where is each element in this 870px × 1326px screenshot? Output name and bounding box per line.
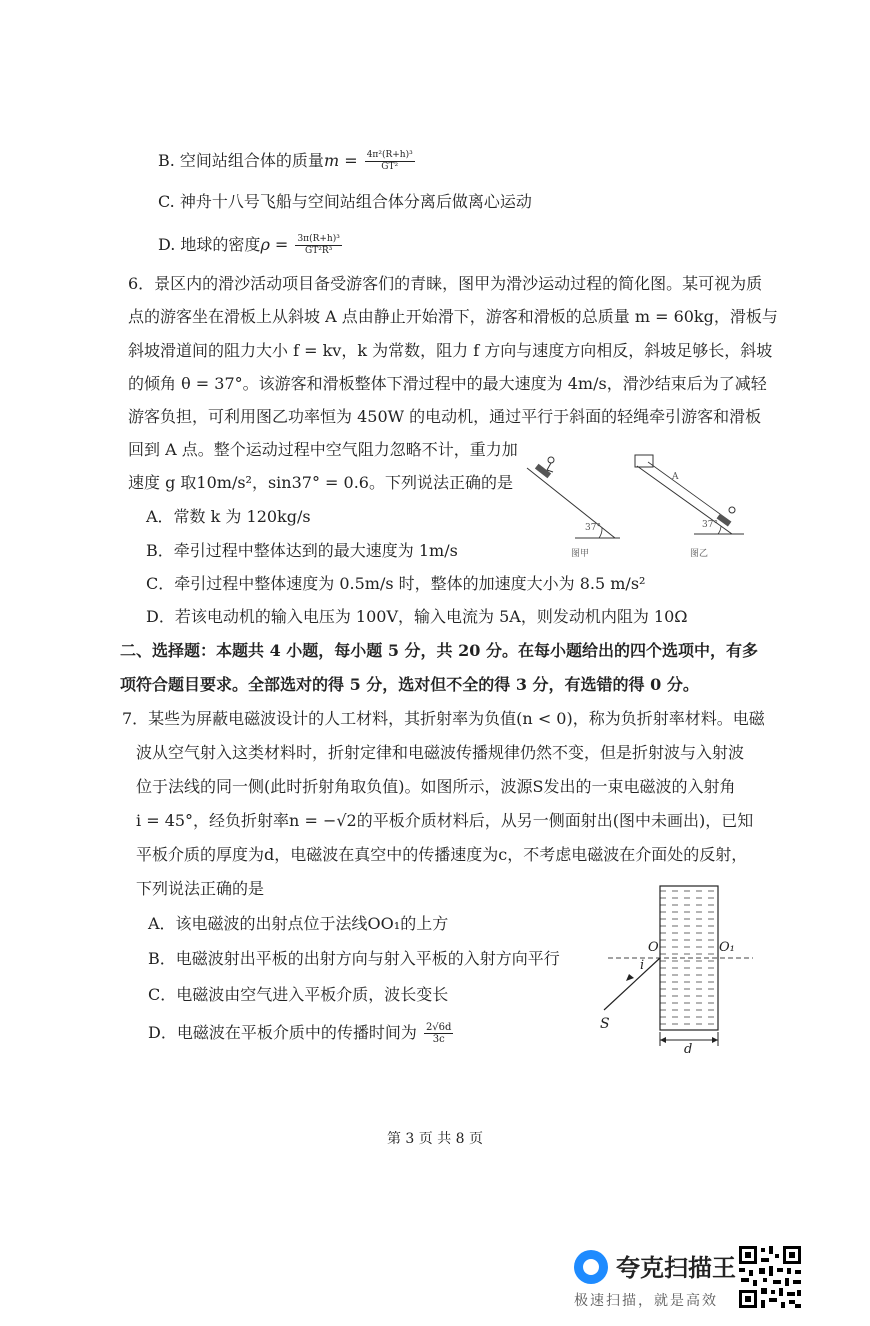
q7-fig-label-o: O (648, 940, 659, 955)
q5-option-d-numerator: 3π(R+h)³ (297, 234, 340, 244)
rider-head (548, 457, 554, 463)
watermark-brand: 夸克扫描王 (616, 1254, 736, 1282)
q7-option-d (148, 1022, 453, 1045)
q6-line-3: 斜坡滑道间的阻力大小 f = kv，k 为常数，阻力 f 方向与速度方向相反，斜坡足够长，斜坡 (128, 341, 773, 360)
q6-figure-jia (515, 450, 625, 560)
q7-line-5: 平板介质的厚度为d，电磁波在真空中的传播速度为c，不考虑电磁波在介面处的反射， (136, 845, 748, 864)
q7-option-a: A．该电磁波的出射点位于法线OO₁的上方 (148, 914, 449, 933)
q5-option-b (158, 150, 415, 173)
q6-option-d: D．若该电动机的输入电压为 100V，输入电流为 5A，则发动机内阻为 10Ω (146, 607, 688, 626)
q7-fig-label-d: d (684, 1042, 693, 1057)
page-footer: 第 3 页 共 8 页 (386, 1131, 484, 1147)
q7-option-c: C．电磁波由空气进入平板介质，波长变长 (148, 985, 449, 1004)
q6-fig-yi-a: A (672, 472, 679, 482)
q5-option-d-fraction (295, 234, 341, 257)
q5-option-c: C. 神舟十八号飞船与空间站组合体分离后做离心运动 (158, 192, 532, 211)
section-2-heading-line-2: 项符合题目要求。全部选对的得 5 分，选对但不全的得 3 分，有选错的得 0 分。 (120, 675, 699, 694)
q7-option-b: B．电磁波射出平板的出射方向与射入平板的入射方向平行 (148, 949, 560, 968)
q7-line-2: 波从空气射入这类材料时，折射定律和电磁波传播规律仍然不变，但是折射波与入射波 (136, 743, 745, 762)
q7-line-1: 7．某些为屏蔽电磁波设计的人工材料，其折射率为负值(n < 0)，称为负折射率材料。电磁 (122, 709, 765, 728)
incident-ray (604, 958, 660, 1010)
q6-line-4: 的倾角 θ = 37°。该游客和滑板整体下滑过程中的最大速度为 4m/s，滑沙结束后为了减轻 (128, 374, 767, 393)
angle-arc (718, 526, 721, 534)
q7-line-6: 下列说法正确的是 (136, 879, 265, 898)
q5-option-b-numerator: 4π²(R+h)³ (366, 150, 413, 160)
q6-line-7: 速度 g 取10m/s²，sin37° = 0.6。下列说法正确的是 (128, 473, 513, 492)
q7-figure (598, 880, 758, 1060)
q6-option-a: A．常数 k 为 120kg/s (146, 507, 311, 526)
q7-option-d-denominator: 3c (432, 1034, 445, 1045)
q6-line-5: 游客负担，可利用图乙功率恒为 450W 的电动机，通过平行于斜面的轻绳牵引游客和滑板 (128, 407, 762, 426)
qr-code-icon (737, 1244, 803, 1310)
watermark-slogan: 极速扫描，就是高效 (574, 1293, 718, 1309)
q7-line-4: i = 45°，经负折射率n = −√2的平板介质材料后，从另一侧面射出(图中未画出)，已知 (136, 811, 754, 830)
rider-head (729, 507, 735, 513)
q5-option-d-var: ρ = (260, 235, 289, 254)
q6-fig-yi-label: 图乙 (690, 549, 709, 559)
q7-fig-label-o1: O₁ (719, 940, 735, 955)
rope (648, 462, 720, 514)
q5-option-b-text: B. 空间站组合体的质量 (158, 151, 324, 170)
q7-option-d-numerator: 2√6d (425, 1022, 452, 1033)
q5-option-d (158, 234, 342, 257)
q6-line-6: 回到 A 点。整个运动过程中空气阻力忽略不计，重力加 (128, 440, 518, 459)
q6-line-2: 点的游客坐在滑板上从斜坡 A 点由静止开始滑下，游客和滑板的总质量 m = 60kg，滑板与 (128, 307, 778, 326)
q6-option-b: B．牵引过程中整体达到的最大速度为 1m/s (146, 541, 458, 560)
q5-option-b-denominator: GT² (381, 162, 399, 172)
q7-fig-label-s: S (600, 1016, 610, 1032)
q6-figure-yi (632, 452, 747, 542)
q5-option-b-fraction (365, 150, 415, 173)
q7-fig-label-i: i (640, 958, 645, 973)
q6-fig-jia-label: 图甲 (571, 549, 590, 559)
section-2-heading-line-1: 二、选择题：本题共 4 小题，每小题 5 分，共 20 分。在每小题给出的四个选项中，有多 (120, 641, 758, 660)
q5-option-b-var: m = (323, 151, 358, 170)
q7-option-d-fraction (424, 1022, 454, 1045)
ray-arrow (626, 974, 634, 981)
q5-option-d-denominator: GT²R³ (305, 246, 333, 256)
motor (635, 455, 653, 467)
q6-fig-jia-angle: 37° (585, 523, 601, 533)
q7-line-3: 位于法线的同一侧(此时折射角取负值)。如图所示，波源S发出的一束电磁波的入射角 (136, 777, 736, 796)
q6-option-c: C．牵引过程中整体速度为 0.5m/s 时，整体的加速度大小为 8.5 m/s² (146, 574, 646, 593)
watermark-logo-icon (574, 1250, 608, 1284)
q6-fig-yi-angle: 37° (702, 520, 718, 530)
q6-line-1: 6．景区内的滑沙活动项目备受游客们的青睐，图甲为滑沙运动过程的简化图。某可视为质 (128, 274, 763, 293)
q5-option-d-text: D. 地球的密度 (158, 235, 261, 254)
slope-line (527, 468, 615, 538)
q7-option-d-text: D．电磁波在平板介质中的传播时间为 (148, 1023, 417, 1042)
